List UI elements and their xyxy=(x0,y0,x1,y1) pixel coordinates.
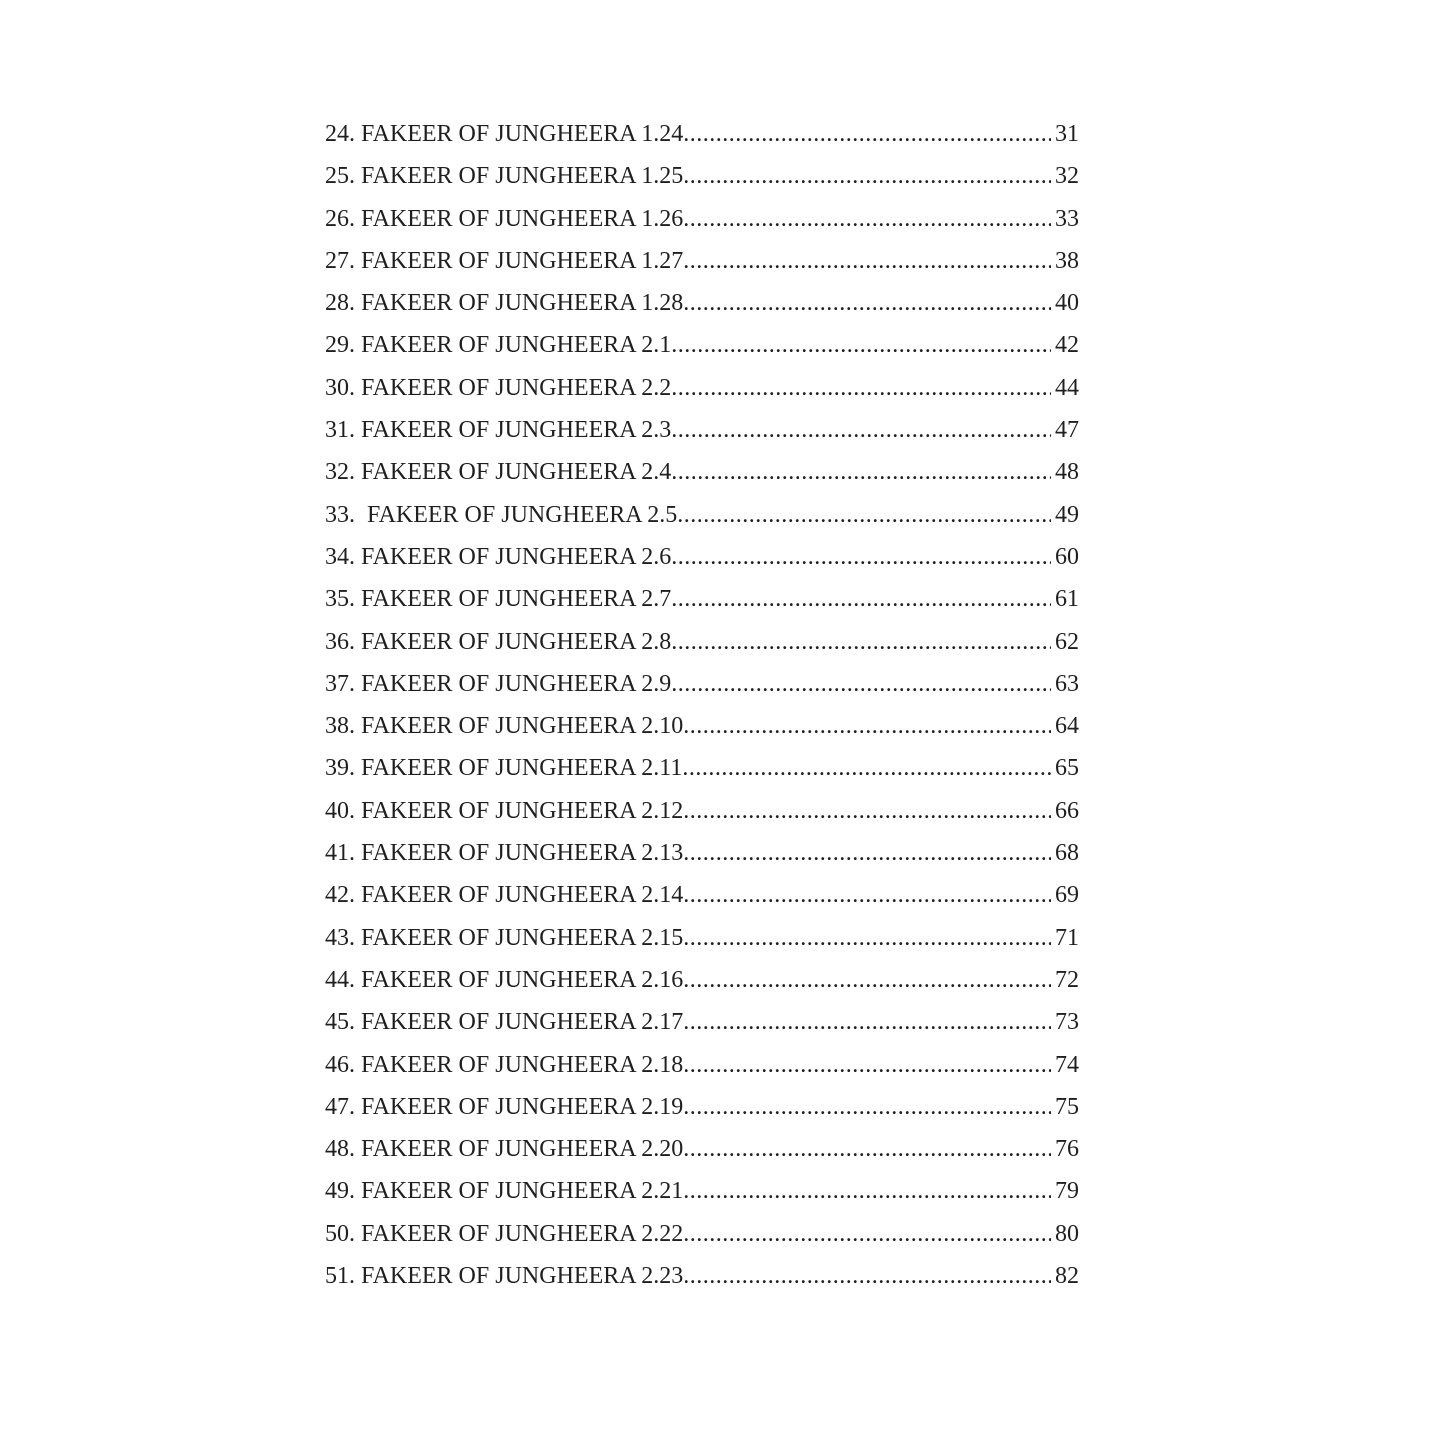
toc-entry[interactable] xyxy=(325,705,1079,747)
toc-entry[interactable] xyxy=(325,536,1079,578)
toc-entry-title: 38. FAKEER OF JUNGHEERA 2.10 xyxy=(325,713,684,740)
toc-dot-leader xyxy=(671,451,1051,493)
toc-entry-page: 42 xyxy=(1055,332,1079,359)
toc-entry-title: 37. FAKEER OF JUNGHEERA 2.9 xyxy=(325,670,672,697)
toc-entry[interactable] xyxy=(325,663,1079,705)
toc-entry[interactable] xyxy=(325,451,1079,493)
toc-entry-title: 36. FAKEER OF JUNGHEERA 2.8 xyxy=(325,628,672,655)
toc-entry[interactable] xyxy=(325,1213,1079,1255)
toc-entry-title: 46. FAKEER OF JUNGHEERA 2.18 xyxy=(325,1051,684,1078)
toc-dot-leader xyxy=(683,1170,1051,1212)
toc-entry-page: 31 xyxy=(1055,121,1079,147)
toc-entry-page: 62 xyxy=(1055,628,1079,655)
toc-entry[interactable] xyxy=(325,747,1079,789)
toc-entry[interactable] xyxy=(325,155,1079,197)
toc-entry-title: 28. FAKEER OF JUNGHEERA 1.28 xyxy=(325,290,684,317)
toc-dot-leader xyxy=(683,1213,1051,1255)
toc-entry-title: 50. FAKEER OF JUNGHEERA 2.22 xyxy=(325,1220,684,1247)
toc-entry-title: 31. FAKEER OF JUNGHEERA 2.3 xyxy=(325,417,672,444)
toc-entry-page: 82 xyxy=(1055,1263,1079,1290)
toc-dot-leader xyxy=(683,790,1051,832)
table-of-contents xyxy=(325,113,1079,1297)
toc-entry[interactable] xyxy=(325,1086,1079,1128)
toc-entry-page: 60 xyxy=(1055,543,1079,570)
toc-entry[interactable] xyxy=(325,282,1079,324)
toc-dot-leader xyxy=(683,282,1051,324)
toc-dot-leader xyxy=(683,1128,1051,1170)
toc-dot-leader xyxy=(683,1001,1051,1043)
toc-dot-leader xyxy=(682,747,1051,789)
toc-entry-page: 48 xyxy=(1055,459,1079,486)
toc-entry-page: 61 xyxy=(1055,586,1079,613)
toc-entry[interactable] xyxy=(325,198,1079,240)
toc-entry-page: 68 xyxy=(1055,840,1079,867)
toc-dot-leader xyxy=(683,198,1051,240)
toc-entry-page: 64 xyxy=(1055,713,1079,740)
toc-entry[interactable] xyxy=(325,578,1079,620)
toc-entry-title: 34. FAKEER OF JUNGHEERA 2.6 xyxy=(325,543,672,570)
toc-entry-title: 29. FAKEER OF JUNGHEERA 2.1 xyxy=(325,332,672,359)
toc-entry-title: 35. FAKEER OF JUNGHEERA 2.7 xyxy=(325,586,672,613)
toc-entry[interactable] xyxy=(325,367,1079,409)
toc-entry[interactable] xyxy=(325,324,1079,366)
toc-dot-leader xyxy=(683,959,1051,1001)
toc-dot-leader xyxy=(677,494,1051,536)
toc-entry-page: 71 xyxy=(1055,924,1079,951)
toc-entry-title: 24. FAKEER OF JUNGHEERA 1.24 xyxy=(325,121,684,147)
toc-dot-leader xyxy=(683,113,1051,155)
toc-entry-page: 73 xyxy=(1055,1009,1079,1036)
toc-entry-title: 47. FAKEER OF JUNGHEERA 2.19 xyxy=(325,1093,684,1120)
toc-dot-leader xyxy=(671,367,1051,409)
toc-entry-page: 75 xyxy=(1055,1093,1079,1120)
toc-entry-title: 43. FAKEER OF JUNGHEERA 2.15 xyxy=(325,924,684,951)
toc-entry[interactable] xyxy=(325,1128,1079,1170)
toc-entry[interactable] xyxy=(325,113,1079,155)
toc-dot-leader xyxy=(671,409,1051,451)
toc-entry[interactable] xyxy=(325,494,1079,536)
toc-entry-page: 38 xyxy=(1055,247,1079,274)
toc-entry-page: 49 xyxy=(1055,501,1079,528)
toc-entry-title: 49. FAKEER OF JUNGHEERA 2.21 xyxy=(325,1178,684,1205)
toc-entry-page: 32 xyxy=(1055,163,1079,190)
toc-entry-title: 48. FAKEER OF JUNGHEERA 2.20 xyxy=(325,1136,684,1163)
toc-entry-page: 80 xyxy=(1055,1220,1079,1247)
toc-entry-title: 33. FAKEER OF JUNGHEERA 2.5 xyxy=(325,501,678,528)
toc-entry-title: 39. FAKEER OF JUNGHEERA 2.11 xyxy=(325,755,683,782)
toc-dot-leader xyxy=(683,240,1051,282)
toc-entry[interactable] xyxy=(325,621,1079,663)
toc-dot-leader xyxy=(671,621,1051,663)
toc-entry[interactable] xyxy=(325,917,1079,959)
toc-entry-title: 45. FAKEER OF JUNGHEERA 2.17 xyxy=(325,1009,684,1036)
toc-entry-page: 72 xyxy=(1055,966,1079,993)
toc-entry-title: 27. FAKEER OF JUNGHEERA 1.27 xyxy=(325,247,684,274)
toc-entry-title: 30. FAKEER OF JUNGHEERA 2.2 xyxy=(325,374,672,401)
toc-entry[interactable] xyxy=(325,1170,1079,1212)
toc-entry-title: 44. FAKEER OF JUNGHEERA 2.16 xyxy=(325,966,684,993)
toc-entry-title: 41. FAKEER OF JUNGHEERA 2.13 xyxy=(325,840,684,867)
toc-dot-leader xyxy=(683,917,1051,959)
toc-entry-title: 51. FAKEER OF JUNGHEERA 2.23 xyxy=(325,1263,684,1290)
toc-dot-leader xyxy=(671,324,1051,366)
toc-entry[interactable] xyxy=(325,240,1079,282)
toc-entry-title: 42. FAKEER OF JUNGHEERA 2.14 xyxy=(325,882,684,909)
toc-entry[interactable] xyxy=(325,874,1079,916)
toc-entry-page: 63 xyxy=(1055,670,1079,697)
toc-entry[interactable] xyxy=(325,409,1079,451)
toc-dot-leader xyxy=(683,1044,1051,1086)
toc-entry-page: 76 xyxy=(1055,1136,1079,1163)
toc-dot-leader xyxy=(683,155,1051,197)
toc-dot-leader xyxy=(683,705,1051,747)
toc-dot-leader xyxy=(671,578,1051,620)
toc-dot-leader xyxy=(671,536,1051,578)
toc-entry-title: 32. FAKEER OF JUNGHEERA 2.4 xyxy=(325,459,672,486)
toc-entry[interactable] xyxy=(325,832,1079,874)
toc-entry-page: 66 xyxy=(1055,797,1079,824)
toc-entry[interactable] xyxy=(325,790,1079,832)
toc-entry[interactable] xyxy=(325,1001,1079,1043)
toc-entry-title: 26. FAKEER OF JUNGHEERA 1.26 xyxy=(325,205,684,232)
toc-entry-title: 25. FAKEER OF JUNGHEERA 1.25 xyxy=(325,163,684,190)
toc-entry-page: 44 xyxy=(1055,374,1079,401)
toc-entry-page: 79 xyxy=(1055,1178,1079,1205)
toc-dot-leader xyxy=(671,663,1051,705)
toc-entry-page: 47 xyxy=(1055,417,1079,444)
toc-entry[interactable] xyxy=(325,1255,1079,1297)
toc-entry-page: 40 xyxy=(1055,290,1079,317)
toc-entry-page: 74 xyxy=(1055,1051,1079,1078)
toc-entry[interactable] xyxy=(325,959,1079,1001)
toc-entry-title: 40. FAKEER OF JUNGHEERA 2.12 xyxy=(325,797,684,824)
toc-entry-page: 69 xyxy=(1055,882,1079,909)
toc-entry-page: 33 xyxy=(1055,205,1079,232)
toc-entry[interactable] xyxy=(325,1044,1079,1086)
toc-dot-leader xyxy=(683,832,1051,874)
toc-dot-leader xyxy=(683,1255,1051,1297)
toc-entry-page: 65 xyxy=(1055,755,1079,782)
toc-dot-leader xyxy=(683,874,1051,916)
toc-dot-leader xyxy=(683,1086,1051,1128)
